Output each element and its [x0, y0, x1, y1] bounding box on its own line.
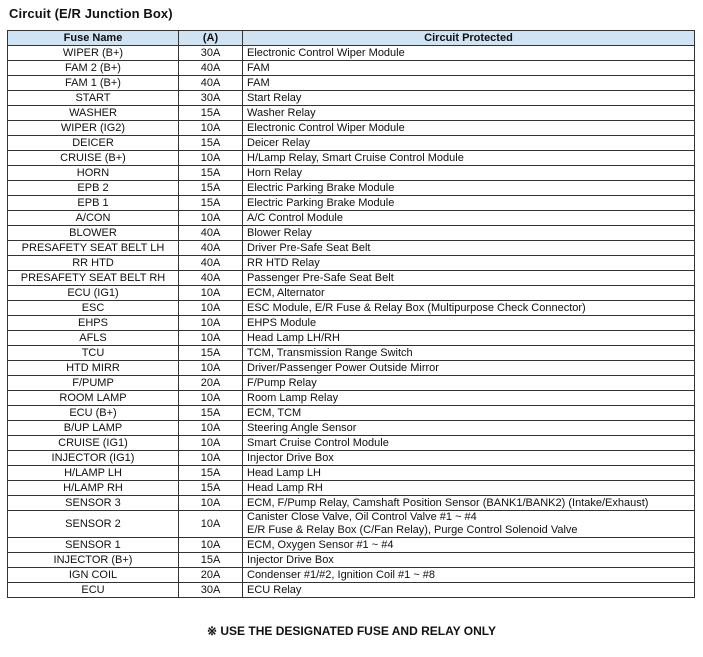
fuse-name-cell: TCU — [8, 346, 179, 361]
fuse-name-cell: SENSOR 3 — [8, 496, 179, 511]
fuse-name-cell: EPB 2 — [8, 181, 179, 196]
circuit-protected-cell — [243, 496, 695, 511]
fuse-name-cell: WIPER (IG2) — [8, 121, 179, 136]
amperage-cell: 15A — [179, 106, 243, 121]
table-row — [8, 271, 695, 286]
table-row — [8, 196, 695, 211]
amperage-cell: 10A — [179, 151, 243, 166]
table-row — [8, 553, 695, 568]
circuit-protected-line: Deicer Relay — [247, 136, 310, 149]
amperage-cell: 40A — [179, 271, 243, 286]
circuit-protected-line: ECM, F/Pump Relay, Camshaft Position Sensor (BANK1/BANK2) (Intake/Exhaust) — [247, 496, 649, 509]
amperage-cell: 20A — [179, 376, 243, 391]
circuit-protected-cell — [243, 436, 695, 451]
fuse-name-cell: IGN COIL — [8, 568, 179, 583]
column-header-fuse-name: Fuse Name — [8, 31, 179, 46]
circuit-protected-cell — [243, 391, 695, 406]
table-row — [8, 151, 695, 166]
circuit-protected-cell — [243, 538, 695, 553]
column-header-circuit-protected: Circuit Protected — [243, 31, 695, 46]
table-row — [8, 136, 695, 151]
circuit-protected-line: RR HTD Relay — [247, 256, 320, 269]
circuit-protected-line: Head Lamp RH — [247, 481, 323, 494]
amperage-cell: 10A — [179, 391, 243, 406]
circuit-protected-cell — [243, 196, 695, 211]
circuit-protected-cell — [243, 271, 695, 286]
fuse-name-cell: F/PUMP — [8, 376, 179, 391]
circuit-protected-line: Electric Parking Brake Module — [247, 181, 395, 194]
fuse-name-cell: SENSOR 2 — [8, 511, 179, 538]
circuit-protected-line: Steering Angle Sensor — [247, 421, 357, 434]
amperage-cell: 15A — [179, 196, 243, 211]
circuit-protected-line: ECM, Oxygen Sensor #1 ~ #4 — [247, 538, 394, 551]
table-row — [8, 481, 695, 496]
amperage-cell: 10A — [179, 511, 243, 538]
amperage-cell: 15A — [179, 181, 243, 196]
fuse-name-cell: ECU — [8, 583, 179, 598]
table-row — [8, 346, 695, 361]
circuit-protected-line: Driver/Passenger Power Outside Mirror — [247, 361, 439, 374]
fuse-name-cell: RR HTD — [8, 256, 179, 271]
circuit-protected-line: Injector Drive Box — [247, 451, 334, 464]
column-header-amperage: (A) — [179, 31, 243, 46]
table-row — [8, 46, 695, 61]
table-row — [8, 316, 695, 331]
table-row — [8, 331, 695, 346]
fuse-name-cell: EPB 1 — [8, 196, 179, 211]
circuit-protected-line: Condenser #1/#2, Ignition Coil #1 ~ #8 — [247, 568, 436, 581]
circuit-protected-line: FAM — [247, 76, 270, 89]
amperage-cell: 10A — [179, 331, 243, 346]
circuit-protected-cell — [243, 466, 695, 481]
circuit-protected-cell — [243, 511, 695, 538]
amperage-cell: 10A — [179, 496, 243, 511]
fuse-name-cell: H/LAMP RH — [8, 481, 179, 496]
circuit-protected-line: TCM, Transmission Range Switch — [247, 346, 413, 359]
circuit-protected-line: Washer Relay — [247, 106, 316, 119]
table-row — [8, 226, 695, 241]
fuse-table — [7, 30, 695, 598]
circuit-protected-line: Electric Parking Brake Module — [247, 196, 395, 209]
circuit-protected-cell — [243, 301, 695, 316]
circuit-protected-line: Blower Relay — [247, 226, 312, 239]
circuit-protected-cell — [243, 76, 695, 91]
circuit-protected-line: ESC Module, E/R Fuse & Relay Box (Multipurpose Check Connector) — [247, 301, 586, 314]
amperage-cell: 15A — [179, 553, 243, 568]
fuse-name-cell: ECU (IG1) — [8, 286, 179, 301]
amperage-cell: 10A — [179, 301, 243, 316]
table-row — [8, 583, 695, 598]
circuit-protected-line: FAM — [247, 61, 270, 74]
table-row — [8, 121, 695, 136]
table-row — [8, 301, 695, 316]
circuit-protected-cell — [243, 286, 695, 301]
fuse-name-cell: DEICER — [8, 136, 179, 151]
table-row — [8, 406, 695, 421]
amperage-cell: 10A — [179, 211, 243, 226]
amperage-cell: 40A — [179, 256, 243, 271]
circuit-protected-cell — [243, 376, 695, 391]
circuit-protected-cell — [243, 331, 695, 346]
table-row — [8, 376, 695, 391]
table-row — [8, 91, 695, 106]
fuse-name-cell: CRUISE (B+) — [8, 151, 179, 166]
fuse-name-cell: ESC — [8, 301, 179, 316]
table-row — [8, 451, 695, 466]
circuit-protected-line: Driver Pre-Safe Seat Belt — [247, 241, 371, 254]
circuit-protected-cell — [243, 406, 695, 421]
circuit-protected-line: Start Relay — [247, 91, 302, 104]
amperage-cell: 40A — [179, 226, 243, 241]
amperage-cell: 40A — [179, 76, 243, 91]
fuse-name-cell: WIPER (B+) — [8, 46, 179, 61]
circuit-protected-line: Electronic Control Wiper Module — [247, 121, 405, 134]
circuit-protected-line: Injector Drive Box — [247, 553, 334, 566]
circuit-protected-line: Horn Relay — [247, 166, 303, 179]
amperage-cell: 30A — [179, 46, 243, 61]
amperage-cell: 15A — [179, 346, 243, 361]
amperage-cell: 10A — [179, 436, 243, 451]
amperage-cell: 10A — [179, 538, 243, 553]
page-title: Circuit (E/R Junction Box) — [9, 6, 173, 21]
table-row — [8, 256, 695, 271]
circuit-protected-line: ECM, Alternator — [247, 286, 325, 299]
circuit-protected-line: ECU Relay — [247, 583, 302, 596]
fuse-name-cell: B/UP LAMP — [8, 421, 179, 436]
table-row — [8, 511, 695, 538]
circuit-protected-line: Room Lamp Relay — [247, 391, 339, 404]
table-row — [8, 361, 695, 376]
amperage-cell: 20A — [179, 568, 243, 583]
amperage-cell: 15A — [179, 466, 243, 481]
circuit-protected-cell — [243, 46, 695, 61]
amperage-cell: 15A — [179, 406, 243, 421]
table-body — [8, 46, 695, 598]
circuit-protected-cell — [243, 226, 695, 241]
amperage-cell: 15A — [179, 481, 243, 496]
circuit-protected-cell — [243, 121, 695, 136]
table-row — [8, 166, 695, 181]
fuse-name-cell: EHPS — [8, 316, 179, 331]
table-row — [8, 496, 695, 511]
fuse-name-cell: H/LAMP LH — [8, 466, 179, 481]
fuse-name-cell: A/CON — [8, 211, 179, 226]
table-row — [8, 106, 695, 121]
table-row — [8, 436, 695, 451]
circuit-protected-cell — [243, 256, 695, 271]
circuit-protected-cell — [243, 553, 695, 568]
circuit-protected-cell — [243, 481, 695, 496]
amperage-cell: 10A — [179, 451, 243, 466]
fuse-name-cell: SENSOR 1 — [8, 538, 179, 553]
table-row — [8, 538, 695, 553]
fuse-name-cell: BLOWER — [8, 226, 179, 241]
circuit-protected-line: A/C Control Module — [247, 211, 343, 224]
table-row — [8, 466, 695, 481]
fuse-name-cell: PRESAFETY SEAT BELT RH — [8, 271, 179, 286]
amperage-cell: 10A — [179, 121, 243, 136]
circuit-protected-line: H/Lamp Relay, Smart Cruise Control Module — [247, 151, 464, 164]
circuit-protected-cell — [243, 361, 695, 376]
fuse-name-cell: INJECTOR (B+) — [8, 553, 179, 568]
table-row — [8, 211, 695, 226]
circuit-protected-cell — [243, 346, 695, 361]
circuit-protected-cell — [243, 583, 695, 598]
circuit-protected-line: Canister Close Valve, Oil Control Valve #1 ~ #4 — [247, 511, 477, 523]
circuit-protected-line: Head Lamp LH/RH — [247, 331, 340, 344]
circuit-protected-cell — [243, 106, 695, 121]
circuit-protected-line: Smart Cruise Control Module — [247, 436, 389, 449]
table-row — [8, 181, 695, 196]
amperage-cell: 40A — [179, 61, 243, 76]
fuse-name-cell: INJECTOR (IG1) — [8, 451, 179, 466]
fuse-name-cell: FAM 1 (B+) — [8, 76, 179, 91]
circuit-protected-line: EHPS Module — [247, 316, 317, 329]
circuit-protected-cell — [243, 241, 695, 256]
fuse-name-cell: FAM 2 (B+) — [8, 61, 179, 76]
circuit-protected-cell — [243, 91, 695, 106]
circuit-protected-cell — [243, 568, 695, 583]
circuit-protected-cell — [243, 61, 695, 76]
table-row — [8, 568, 695, 583]
table-row — [8, 241, 695, 256]
amperage-cell: 40A — [179, 241, 243, 256]
fuse-name-cell: ECU (B+) — [8, 406, 179, 421]
circuit-protected-line: F/Pump Relay — [247, 376, 317, 389]
circuit-protected-cell — [243, 211, 695, 226]
amperage-cell: 15A — [179, 166, 243, 181]
fuse-name-cell: PRESAFETY SEAT BELT LH — [8, 241, 179, 256]
fuse-name-cell: CRUISE (IG1) — [8, 436, 179, 451]
circuit-protected-line: Passenger Pre-Safe Seat Belt — [247, 271, 394, 284]
circuit-protected-cell — [243, 316, 695, 331]
fuse-name-cell: WASHER — [8, 106, 179, 121]
table-header-row — [8, 31, 695, 46]
amperage-cell: 10A — [179, 316, 243, 331]
circuit-protected-line: Electronic Control Wiper Module — [247, 46, 405, 59]
circuit-protected-cell — [243, 166, 695, 181]
circuit-protected-cell — [243, 136, 695, 151]
amperage-cell: 30A — [179, 91, 243, 106]
circuit-protected-cell — [243, 451, 695, 466]
circuit-protected-cell — [243, 151, 695, 166]
table-row — [8, 421, 695, 436]
table-row — [8, 76, 695, 91]
fuse-name-cell: HTD MIRR — [8, 361, 179, 376]
table-row — [8, 391, 695, 406]
fuse-name-cell: HORN — [8, 166, 179, 181]
footnote: ※ USE THE DESIGNATED FUSE AND RELAY ONLY — [207, 624, 496, 638]
circuit-protected-line: Head Lamp LH — [247, 466, 321, 479]
table-row — [8, 286, 695, 301]
amperage-cell: 10A — [179, 421, 243, 436]
amperage-cell: 15A — [179, 136, 243, 151]
table-row — [8, 61, 695, 76]
fuse-name-cell: START — [8, 91, 179, 106]
amperage-cell: 10A — [179, 361, 243, 376]
circuit-protected-cell — [243, 421, 695, 436]
amperage-cell: 30A — [179, 583, 243, 598]
fuse-name-cell: AFLS — [8, 331, 179, 346]
amperage-cell: 10A — [179, 286, 243, 301]
circuit-protected-cell — [243, 181, 695, 196]
fuse-name-cell: ROOM LAMP — [8, 391, 179, 406]
circuit-protected-line: E/R Fuse & Relay Box (C/Fan Relay), Purge Control Solenoid Valve — [247, 524, 578, 536]
circuit-protected-line: ECM, TCM — [247, 406, 302, 419]
